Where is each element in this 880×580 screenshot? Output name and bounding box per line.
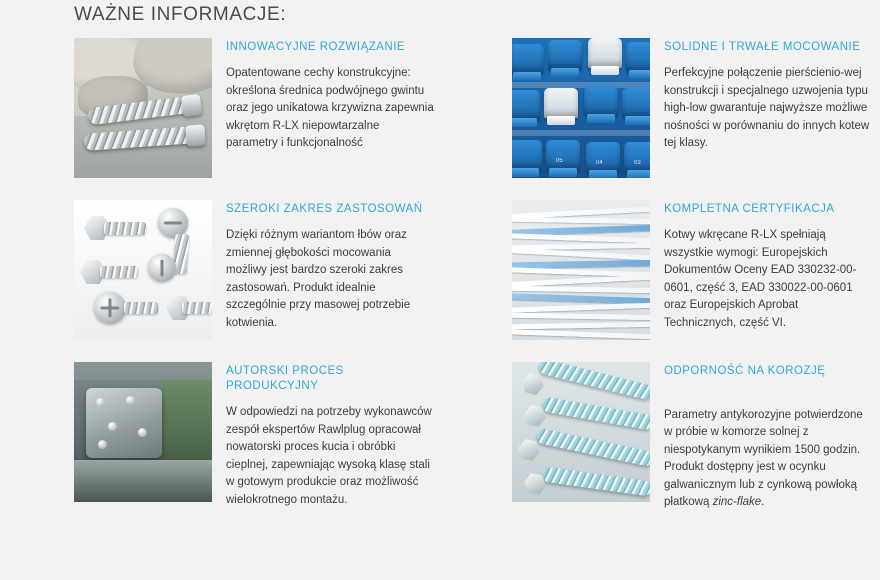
card-body-emphasis: zinc-flake: [712, 496, 762, 508]
card-body-tail: .: [761, 496, 765, 508]
card-title: AUTORSKI PROCES PRODUKCYJNY: [226, 365, 344, 392]
cards-row: [74, 38, 874, 178]
card-innovative-solution: [74, 38, 434, 178]
document-stack-photo: [512, 200, 650, 340]
card-title: KOMPLETNA CERTYFIKACJA: [664, 203, 835, 215]
factory-machine-photo: [74, 362, 212, 502]
screws-in-concrete-photo: [74, 38, 212, 178]
card-body: Kotwy wkręcane R-LX spełniają wszystkie wymogi: Europejskich Dokumentów Oceny EAD 330232-00-0601, część 3, EAD 330022-00-0601 oraz Europejskich Aprobat Technicznych, część VI.: [664, 229, 857, 329]
blue-stadium-seats-photo: 05 04 03: [512, 38, 650, 178]
card-full-certification: [512, 200, 872, 340]
card-body: W odpowiedzi na potrzeby wykonawców zespół ekspertów Rawlplug opracował nowatorski proces kucia i obróbki cieplnej, zapewniając wysoką klasę stali w gotowym produkcie oraz możliwość wielokrotnego montażu.: [226, 406, 432, 506]
card-title: SZEROKI ZAKRES ZASTOSOWAŃ: [226, 203, 423, 215]
card-title: INNOWACYJNE ROZWIĄZANIE: [226, 41, 406, 53]
card-body: Opatentowane cechy konstrukcyjne: określona średnica podwójnego gwintu oraz jego unikatowa krzywizna zapewnia wkrętom R-LX niepowtarzalne parametry i funkcjonalność: [226, 67, 434, 149]
page-title: WAŻNE INFORMACJE:: [74, 4, 287, 25]
card-body: Dzięki różnym wariantom łbów oraz zmiennej głębokości mocowania możliwy jest bardzo szeroki zakres zastosowań. Produkt idealnie szczególnie przy masowej potrzebie kotwienia.: [226, 229, 411, 329]
galvanized-screws-photo: [512, 362, 650, 502]
card-production-process: [74, 362, 434, 512]
cards-grid: [74, 38, 874, 534]
assorted-bolt-heads-photo: [74, 200, 212, 340]
card-title: ODPORNOŚĆ NA KOROZJĘ: [664, 365, 826, 377]
card-body: Perfekcyjne połączenie pierścienio-wej konstrukcji i specjalnego uzwojenia typu high-low gwarantuje najwyższe możliwe nośności w porównaniu do innych kotew tej klasy.: [664, 67, 870, 149]
card-body: [664, 389, 872, 512]
card-corrosion-resistance: [512, 362, 872, 512]
cards-row: [74, 200, 874, 340]
card-body-text: Parametry antykorozyjne potwierdzone w próbie w komorze solnej z niespotykanym wynikiem 1500 godzin. Produkt dostępny jest w ocynku galwanicznym lub z cynkową powłoką płatkową: [664, 408, 863, 508]
card-title: SOLIDNE I TRWAŁE MOCOWANIE: [664, 41, 861, 53]
cards-row: [74, 362, 874, 512]
card-solid-fixing: [512, 38, 872, 178]
card-wide-application: [74, 200, 434, 340]
